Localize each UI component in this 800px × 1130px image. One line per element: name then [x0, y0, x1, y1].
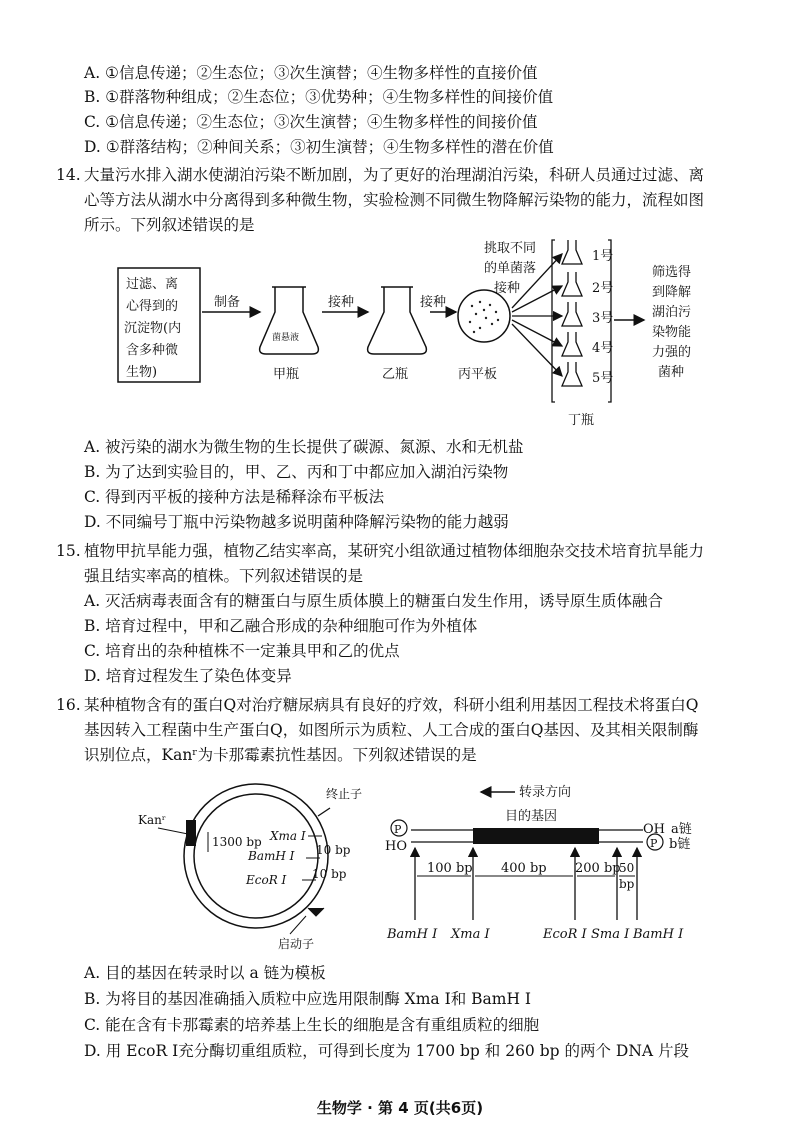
q16-stem-line1: 某种植物含有的蛋白Q对治疗糖尿病具有良好的疗效，科研小组利用基因工程技术将蛋白Q	[84, 696, 699, 714]
tube-5-icon	[562, 362, 582, 386]
q16-number: 16.	[56, 696, 81, 714]
q14-option-b: B. 为了达到实验目的，甲、乙、丙和丁中都应加入湖泊污染物	[84, 463, 509, 481]
q14-stem-line1: 大量污水排入湖水使湖泊污染不断加剧，为了更好的治理湖泊污染，科研人员通过过滤、离	[84, 166, 705, 184]
page-footer: 生物学 · 第 4 页(共6页)	[316, 1099, 484, 1117]
site-sma1: Sma Ⅰ	[591, 927, 630, 942]
tube-3-icon	[562, 302, 582, 326]
result-line-6: 菌种	[658, 365, 685, 380]
pick-label-1: 挑取不同	[484, 241, 537, 256]
result-line-5: 力强的	[652, 345, 692, 360]
tube-3-label: 3号	[592, 311, 614, 326]
q16-stem-line3: 识别位点，Kanʳ为卡那霉素抗性基因。下列叙述错误的是	[84, 746, 477, 764]
q13-option-b: B. ①群落物种组成；②生态位；③优势种；④生物多样性的间接价值	[84, 88, 554, 106]
transcription-direction: 转录方向	[519, 785, 572, 800]
q14-option-d: D. 不同编号丁瓶中污染物越多说明菌种降解污染物的能力越弱	[84, 513, 509, 531]
plasmid-eco-site: EcoR Ⅰ	[246, 873, 287, 887]
q13-option-c: C. ①信息传递；②生态位；③次生演替；④生物多样性的间接价值	[84, 113, 538, 131]
box-line-3: 沉淀物(内	[124, 321, 182, 336]
plasmid-bam-site: BamH Ⅰ	[248, 849, 295, 863]
q16-option-b: B. 为将目的基因准确插入质粒中应选用限制酶 Xma Ⅰ和 BamH Ⅰ	[84, 990, 532, 1008]
q15-option-b: B. 培育过程中，甲和乙融合形成的杂种细胞可作为外植体	[84, 617, 478, 635]
phosphate-left: P	[394, 823, 402, 836]
q14-option-c: C. 得到丙平板的接种方法是稀释涂布平板法	[84, 488, 385, 506]
q14-stem-line3: 所示。下列叙述错误的是	[84, 216, 255, 234]
arrow-prepare-label: 制备	[214, 295, 241, 310]
q15-option-a: A. 灭活病毒表面含有的糖蛋白与原生质体膜上的糖蛋白发生作用，诱导原生质体融合	[84, 592, 664, 610]
chain-b-label: b链	[669, 837, 691, 852]
site-bamh1-left: BamH Ⅰ	[387, 927, 438, 942]
q13-option-a: A. ①信息传递；②生态位；③次生演替；④生物多样性的直接价值	[84, 64, 538, 82]
plasmid-length-1300: 1300 bp	[212, 835, 262, 849]
kan-label: Kanʳ	[138, 813, 167, 827]
promoter-label: 启动子	[278, 937, 315, 951]
chain-a-label: a链	[671, 822, 692, 837]
hydroxyl-left: HO	[385, 839, 407, 854]
q16-option-d: D. 用 EcoR Ⅰ充分酶切重组质粒，可得到长度为 1700 bp 和 260 bp 的两个 DNA 片段	[84, 1042, 690, 1060]
q16-option-c: C. 能在含有卡那霉素的培养基上生长的细胞是含有重组质粒的细胞	[84, 1016, 540, 1034]
flask-jia-content: 菌悬液	[272, 333, 300, 343]
q16-option-a: A. 目的基因在转录时以 a 链为模板	[84, 964, 326, 982]
kan-gene-block	[186, 820, 196, 846]
q15-stem-line2: 强且结实率高的植株。下列叙述错误的是	[84, 567, 364, 585]
flask-jia-label: 甲瓶	[273, 367, 300, 382]
segment-50: 50	[619, 861, 635, 875]
tube-group-label: 丁瓶	[568, 413, 595, 428]
result-line-2: 到降解	[652, 285, 692, 300]
plasmid-length-10b: 10 bp	[312, 867, 347, 881]
q14-option-a: A. 被污染的湖水为微生物的生长提供了碳源、氮源、水和无机盐	[84, 438, 524, 456]
tube-1-icon	[562, 240, 582, 264]
arrow-inoculate1-label: 接种	[328, 295, 355, 310]
terminator-label: 终止子	[326, 787, 363, 801]
box-line-4: 含多种微	[126, 343, 179, 358]
q15-option-d: D. 培育过程发生了染色体变异	[84, 667, 292, 685]
box-line-5: 生物)	[126, 365, 158, 380]
tube-2-label: 2号	[592, 281, 614, 296]
pick-label-3: 接种	[494, 281, 521, 296]
plasmid-length-10a: 10 bp	[316, 843, 351, 857]
tube-4-label: 4号	[592, 341, 614, 356]
flask-yi-icon	[368, 287, 427, 354]
result-line-4: 染物能	[652, 325, 692, 340]
pick-label-2: 的单菌落	[484, 261, 537, 276]
segment-50-unit: bp	[619, 877, 635, 891]
tube-2-icon	[562, 272, 582, 296]
plate-bing-label: 丙平板	[458, 367, 498, 382]
tube-5-label: 5号	[592, 371, 614, 386]
q16-stem-line2: 基因转入工程菌中生产蛋白Q，如图所示为质粒、人工合成的蛋白Q基因、及其相关限制酶	[84, 721, 699, 739]
q15-number: 15.	[56, 542, 81, 560]
flask-yi-label: 乙瓶	[382, 367, 409, 382]
q15-stem-line1: 植物甲抗旱能力强，植物乙结实率高，某研究小组欲通过植物体细胞杂交技术培育抗旱能力	[84, 542, 705, 560]
tube-1-label: 1号	[592, 249, 614, 264]
target-gene-label: 目的基因	[505, 809, 558, 824]
flask-jia-icon	[260, 287, 319, 354]
segment-200bp: 200 bp	[575, 861, 621, 876]
plasmid-diagram	[130, 772, 370, 952]
result-line-1: 筛选得	[652, 265, 692, 280]
hydroxyl-right: OH	[643, 822, 665, 837]
petri-plate-icon	[458, 290, 510, 342]
q13-option-d: D. ①群落结构；②种间关系；③初生演替；④生物多样性的潜在价值	[84, 138, 554, 156]
segment-100bp: 100 bp	[427, 861, 473, 876]
q14-stem-line2: 心等方法从湖水中分离得到多种微生物，实验检测不同微生物降解污染物的能力，流程如图	[84, 191, 705, 209]
box-line-2: 心得到的	[126, 299, 179, 314]
result-line-3: 湖泊污	[652, 305, 692, 320]
phosphate-right: P	[650, 837, 658, 850]
q14-number: 14.	[56, 166, 81, 184]
target-gene-block	[473, 828, 599, 844]
plasmid-xma-site: Xma Ⅰ	[270, 829, 306, 843]
segment-400bp: 400 bp	[501, 861, 547, 876]
tube-4-icon	[562, 332, 582, 356]
target-gene-diagram	[385, 780, 710, 960]
site-bamh1-right: BamH Ⅰ	[633, 927, 684, 942]
box-line-1: 过滤、离	[126, 277, 179, 292]
q15-option-c: C. 培育出的杂种植株不一定兼具甲和乙的优点	[84, 642, 400, 660]
site-ecor1: EcoR Ⅰ	[543, 927, 587, 942]
site-xma1: Xma Ⅰ	[451, 927, 490, 942]
q14-flow-diagram	[100, 232, 720, 432]
arrow-inoculate2-label: 接种	[420, 295, 447, 310]
